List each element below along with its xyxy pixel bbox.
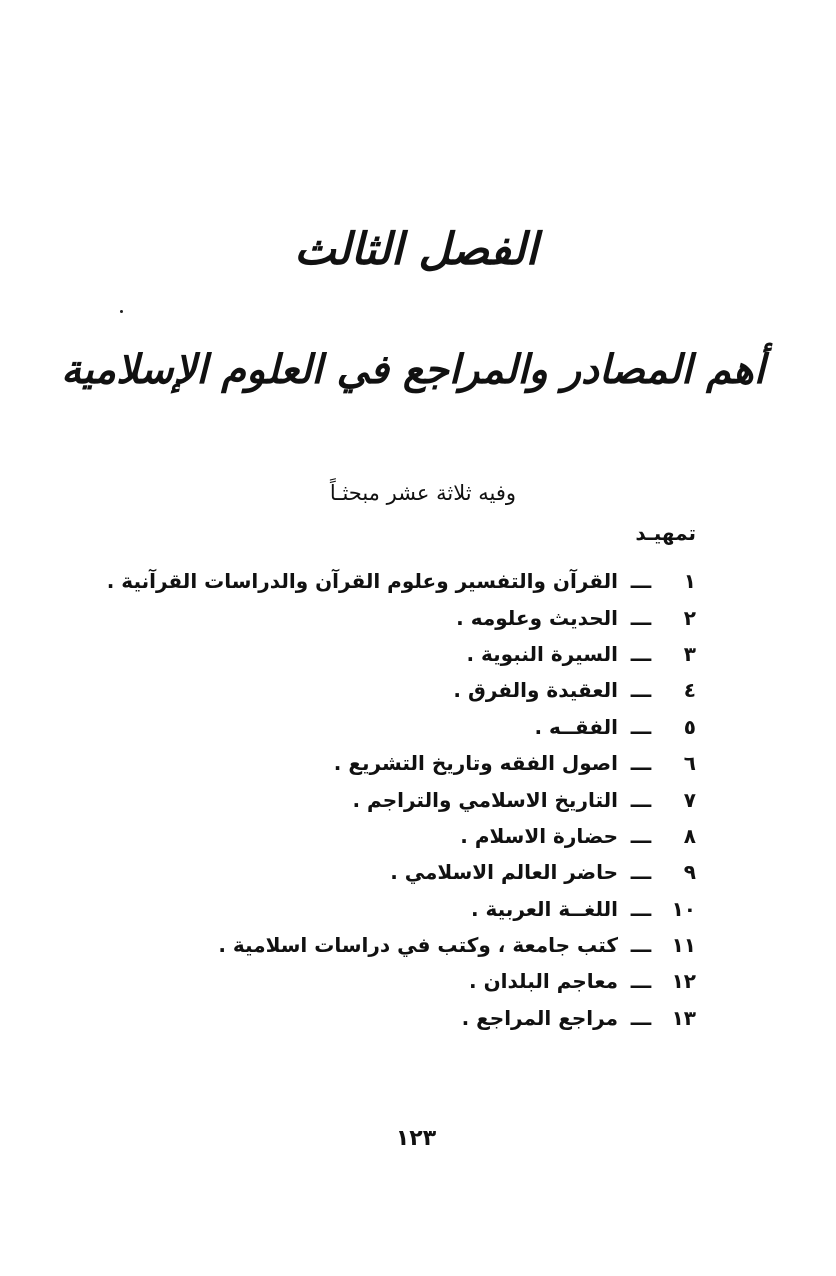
item-number: ٦ (683, 751, 696, 776)
item-number: ١٢ (671, 969, 696, 994)
item-number: ١٣ (671, 1005, 696, 1030)
page-number: ١٢٣ (395, 1126, 437, 1151)
item-dash: ـــ (630, 896, 652, 921)
list-item (76, 563, 696, 599)
item-number: ٩ (683, 860, 696, 885)
list-item (76, 854, 696, 890)
list-item (76, 599, 696, 635)
topics-list (76, 563, 696, 1036)
item-text: الفقــه . (534, 714, 618, 739)
list-item (76, 745, 696, 781)
list-item (76, 1000, 696, 1036)
chapter-subtitle: أهم المصادر والمراجع في العلوم الإسلامية (61, 346, 765, 393)
item-dash: ـــ (630, 860, 652, 885)
item-text: العقيدة والفرق . (453, 678, 618, 703)
item-number: ١١ (671, 933, 696, 958)
item-number: ٨ (683, 823, 696, 848)
list-item (76, 891, 696, 927)
list-item (76, 927, 696, 963)
item-text: القرآن والتفسير وعلوم القرآن والدراسات القرآنية . (106, 569, 618, 594)
preface-label: تمهيـد (635, 521, 696, 545)
chapter-title: الفصل الثالث (294, 224, 538, 275)
list-item (76, 818, 696, 854)
list-item (76, 672, 696, 708)
item-number: ٤ (683, 678, 696, 703)
item-dash: ـــ (630, 641, 652, 666)
item-dash: ـــ (630, 823, 652, 848)
intro-line: وفيه ثلاثة عشر مبحثـاً (329, 481, 517, 505)
item-dash: ـــ (630, 605, 652, 630)
item-number: ٢ (683, 605, 696, 630)
item-dash: ـــ (630, 969, 652, 994)
item-dash: ـــ (630, 751, 652, 776)
item-text: حضارة الاسلام . (460, 823, 618, 848)
item-text: الحديث وعلومه . (456, 605, 618, 630)
item-dash: ـــ (630, 787, 652, 812)
item-dash: ـــ (630, 933, 652, 958)
item-number: ٣ (683, 641, 696, 666)
item-text: السيرة النبوية . (466, 641, 618, 666)
list-item (76, 781, 696, 817)
item-dash: ـــ (630, 678, 652, 703)
item-text: حاضر العالم الاسلامي . (390, 860, 618, 885)
item-text: معاجم البلدان . (469, 969, 618, 994)
item-number: ١ (683, 569, 696, 594)
list-item (76, 963, 696, 999)
item-text: اللغــة العربية . (470, 896, 618, 921)
list-item (76, 709, 696, 745)
item-number: ٥ (683, 714, 696, 739)
item-dash: ـــ (630, 569, 652, 594)
item-number: ٧ (683, 787, 696, 812)
list-item (76, 636, 696, 672)
print-speck (120, 310, 123, 313)
item-dash: ـــ (630, 1005, 652, 1030)
item-text: مراجع المراجع . (461, 1005, 618, 1030)
item-text: التاريخ الاسلامي والتراجم . (352, 787, 618, 812)
item-number: ١٠ (671, 896, 696, 921)
item-dash: ـــ (630, 714, 652, 739)
item-text: اصول الفقه وتاريخ التشريع . (333, 751, 618, 776)
item-text: كتب جامعة ، وكتب في دراسات اسلامية . (218, 933, 618, 958)
